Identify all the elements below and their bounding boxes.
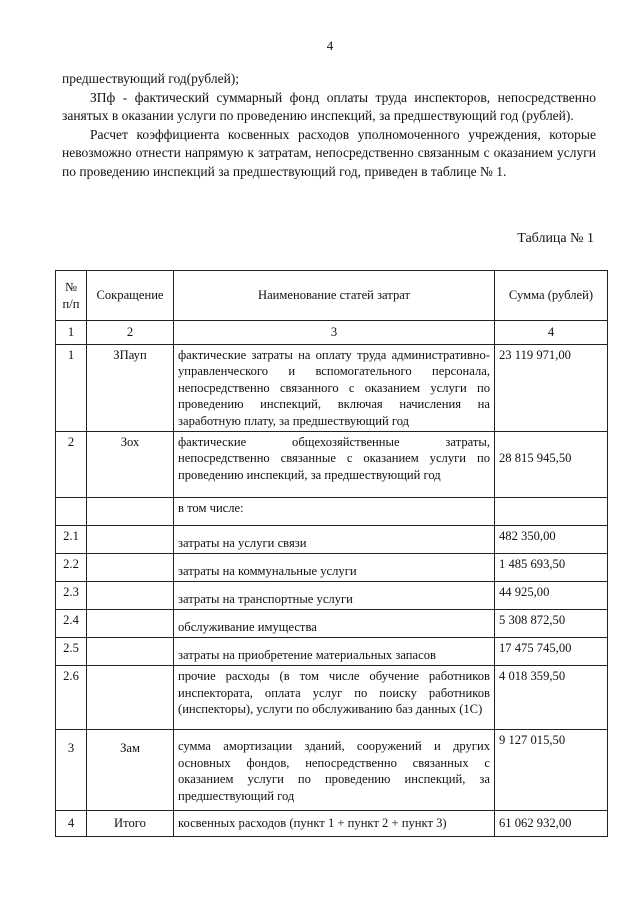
table-row	[56, 498, 608, 526]
page-number: 4	[326, 38, 334, 53]
row-abbr	[87, 582, 174, 610]
row-abbr	[87, 638, 174, 666]
paragraph-1: предшествующий год(рублей);	[62, 71, 240, 86]
body-text	[62, 70, 596, 181]
header-sum: Сумма (рублей)	[495, 271, 608, 321]
row-num: 4	[56, 811, 87, 837]
header-abbr: Сокращение	[87, 271, 174, 321]
row-abbr	[87, 554, 174, 582]
row-name: затраты на приобретение материальных запасов	[174, 638, 495, 666]
row-num: 2.2	[56, 554, 87, 582]
row-abbr	[87, 498, 174, 526]
table-row	[56, 811, 608, 837]
row-name: прочие расходы (в том числе обучение работников инспектората, оплата услуг по поиску работников (инспекторы), услуги по обслуживанию баз данных (1С)	[174, 666, 495, 730]
row-abbr	[87, 666, 174, 730]
row-num: 2.3	[56, 582, 87, 610]
row-sum: 61 062 932,00	[495, 811, 608, 837]
row-num: 2.6	[56, 666, 87, 730]
table-row	[56, 432, 608, 498]
table-row	[56, 666, 608, 730]
header-num: № п/п	[56, 271, 87, 321]
row-abbr: ЗПауп	[87, 345, 174, 432]
paragraph-3: Расчет коэффициента косвенных расходов уполномоченного учреждения, которые невозможно отнести напрямую к затратам, непосредственно связанным с оказанием услуги по проведению инспекций за предшествующий год, приведен в таблице № 1.	[62, 126, 596, 179]
row-num: 1	[56, 345, 87, 432]
row-abbr	[87, 526, 174, 554]
row-sum: 17 475 745,00	[495, 638, 608, 666]
col-number: 2	[87, 321, 174, 345]
table-row	[56, 638, 608, 666]
row-abbr	[87, 610, 174, 638]
row-sum: 23 119 971,00	[495, 345, 608, 432]
row-sum: 4 018 359,50	[495, 666, 608, 730]
row-name: затраты на коммунальные услуги	[174, 554, 495, 582]
row-sum: 28 815 945,50	[495, 432, 608, 498]
col-number: 1	[56, 321, 87, 345]
table-row	[56, 730, 608, 811]
row-sum: 9 127 015,50	[495, 730, 608, 811]
row-num: 3	[56, 730, 87, 811]
row-name: фактические затраты на оплату труда административно-управленческого и вспомогательного персонала, непосредственно связанного с оказанием услуги по проведению инспекций, включая начисления на заработную плату, за предшествующий год	[174, 345, 495, 432]
row-name: обслуживание имущества	[174, 610, 495, 638]
paragraph-2: ЗПф - фактический суммарный фонд оплаты труда инспекторов, непосредственно занятых в оказании услуги по проведению инспекций, за предшествующий год (рублей).	[62, 89, 596, 123]
row-sum: 482 350,00	[495, 526, 608, 554]
column-number-row	[56, 321, 608, 345]
col-number: 3	[174, 321, 495, 345]
header-name: Наименование статей затрат	[174, 271, 495, 321]
table-header-row	[56, 271, 608, 321]
row-num	[56, 498, 87, 526]
row-name: затраты на услуги связи	[174, 526, 495, 554]
table-row	[56, 610, 608, 638]
row-name: сумма амортизации зданий, сооружений и других основных фондов, непосредственно связанных с оказанием услуги по проведению инспекций, за предшествующий год	[174, 730, 495, 811]
table-caption: Таблица № 1	[517, 231, 594, 246]
row-name: косвенных расходов (пункт 1 + пункт 2 + пункт 3)	[174, 811, 495, 837]
row-sum	[495, 498, 608, 526]
row-sum: 5 308 872,50	[495, 610, 608, 638]
table-row	[56, 582, 608, 610]
row-abbr: Итого	[87, 811, 174, 837]
row-num: 2.4	[56, 610, 87, 638]
row-num: 2.1	[56, 526, 87, 554]
row-abbr: Зам	[87, 730, 174, 811]
row-abbr: Зох	[87, 432, 174, 498]
row-name: в том числе:	[174, 498, 495, 526]
row-sum: 1 485 693,50	[495, 554, 608, 582]
row-name: затраты на транспортные услуги	[174, 582, 495, 610]
table-row	[56, 554, 608, 582]
col-number: 4	[495, 321, 608, 345]
row-num: 2.5	[56, 638, 87, 666]
row-sum: 44 925,00	[495, 582, 608, 610]
row-num: 2	[56, 432, 87, 498]
table-row	[56, 345, 608, 432]
row-name: фактические общехозяйственные затраты, непосредственно связанные с оказанием услуги по проведению инспекций, за предшествующий год	[174, 432, 495, 498]
table-row	[56, 526, 608, 554]
cost-table	[55, 270, 608, 837]
